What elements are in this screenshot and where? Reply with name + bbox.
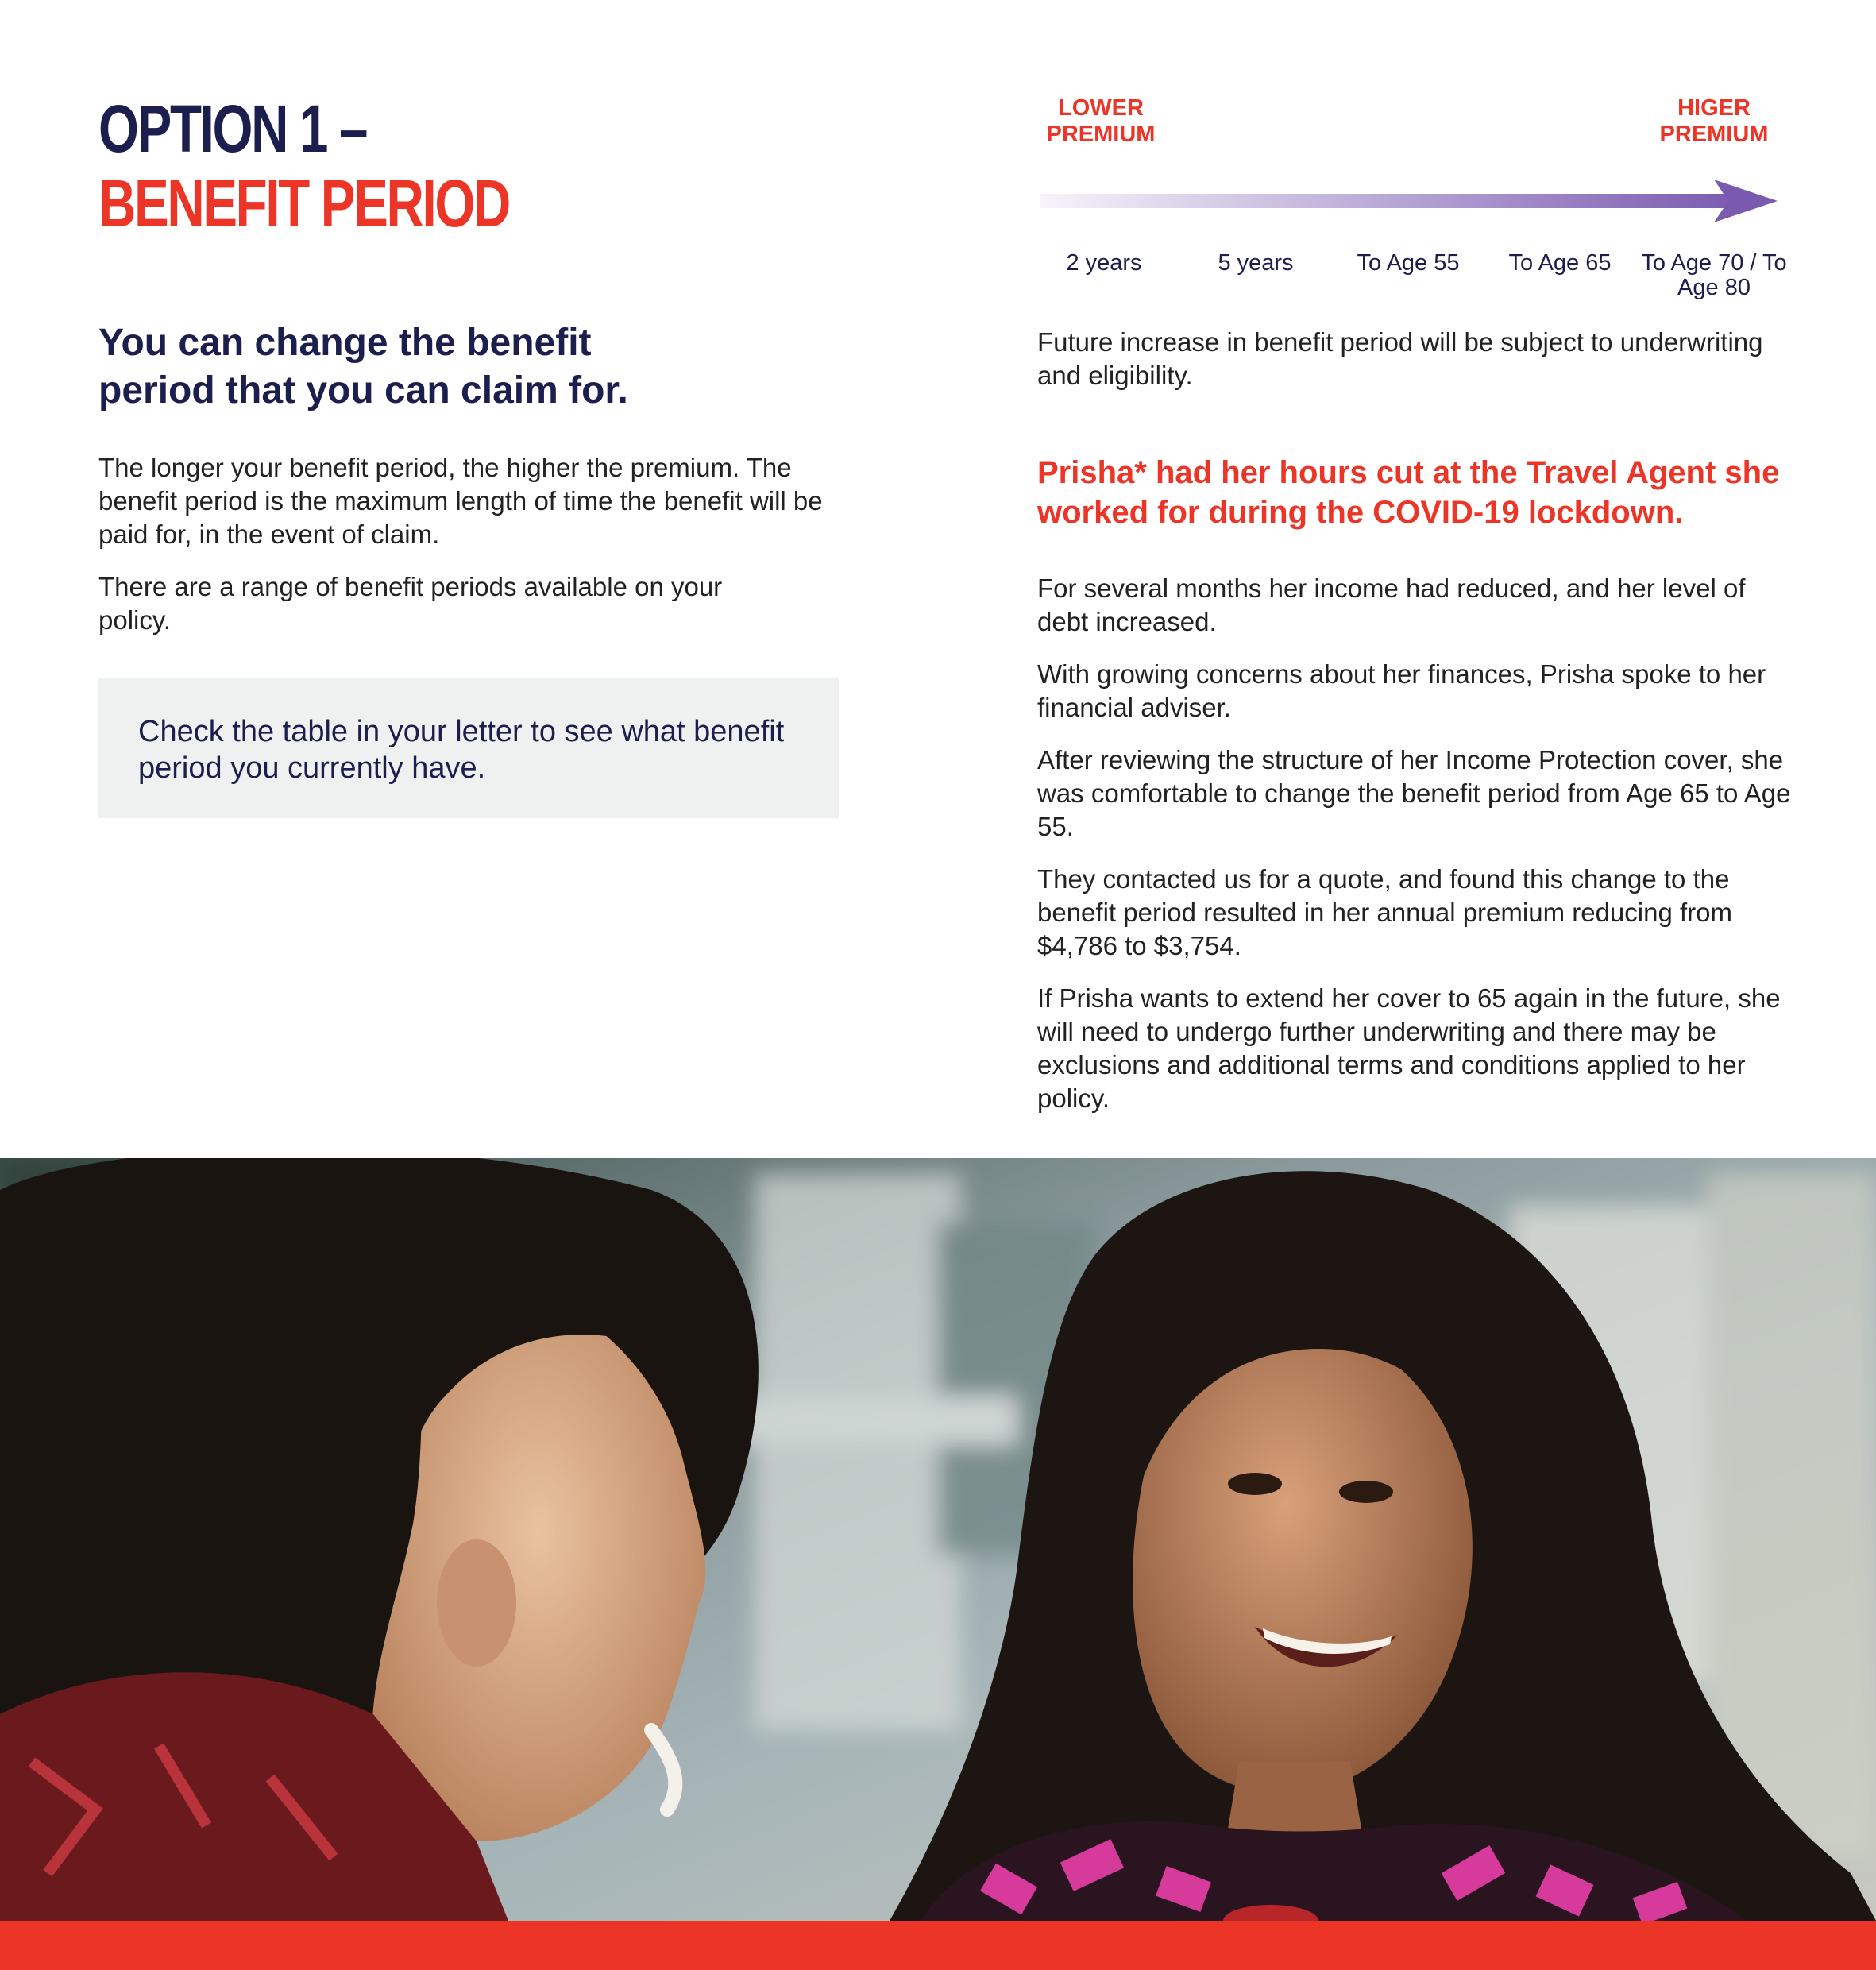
lower-premium-label: LOWER PREMIUM: [1046, 95, 1156, 147]
callout-text: Check the table in your letter to see what benefit period you currently have.: [138, 715, 785, 785]
underwriting-note: Future increase in benefit period will be subject to underwriting and eligibility.: [1037, 327, 1763, 390]
story-paragraph: For several months her income had reduced, and her level of debt increased.: [1037, 574, 1746, 636]
scale-tick-label: 2 years: [1066, 250, 1142, 276]
headline-benefit-period: BENEFIT PERIOD: [98, 166, 509, 241]
headline-option: OPTION 1 –: [98, 91, 367, 166]
story-paragraph: If Prisha wants to extend her cover to 65 again in the future, she will need to undergo further underwriting and there may be exclusions and additional terms and conditions applied to her policy.: [1037, 983, 1781, 1113]
callout-box: [98, 678, 839, 818]
scale-tick-label: To Age 65: [1508, 250, 1612, 276]
footer-bar: [0, 1921, 1876, 1970]
story-paragraph: They contacted us for a quote, and found this change to the benefit period resulted in her annual premium reducing from $4,786 to $3,754.: [1037, 864, 1732, 960]
scale-tick-label: To Age 55: [1357, 250, 1460, 276]
higher-premium-label: HIGER PREMIUM: [1659, 95, 1769, 147]
arrow-shaft: [1040, 194, 1739, 208]
photo-illustration: [0, 1158, 1876, 1921]
story-heading-name: Prisha*: [1037, 455, 1147, 490]
intro-paragraph: The longer your benefit period, the higher the premium. The benefit period is the maximum length of time the benefit will be paid for, in the event of claim.: [98, 453, 823, 549]
photo-two-women-laughing: [0, 1158, 1876, 1921]
subheading: You can change the benefit period that you can claim for.: [98, 322, 628, 411]
premium-scale-arrow: [1033, 175, 1779, 230]
range-paragraph: There are a range of benefit periods available on your policy.: [98, 572, 723, 635]
story-paragraph: After reviewing the structure of her Income Protection cover, she was comfortable to change the benefit period from Age 65 to Age 55.: [1037, 745, 1791, 841]
scale-tick-label: To Age 70 / To Age 80: [1641, 250, 1787, 300]
scale-tick-label: 5 years: [1218, 250, 1294, 276]
story-heading: [1037, 453, 1816, 532]
story-heading-rest: had her hours cut at the Travel Agent she worked for during the COVID-19 lockdown.: [1037, 455, 1780, 530]
story-paragraph: With growing concerns about her finances, Prisha spoke to her financial adviser.: [1037, 659, 1766, 722]
